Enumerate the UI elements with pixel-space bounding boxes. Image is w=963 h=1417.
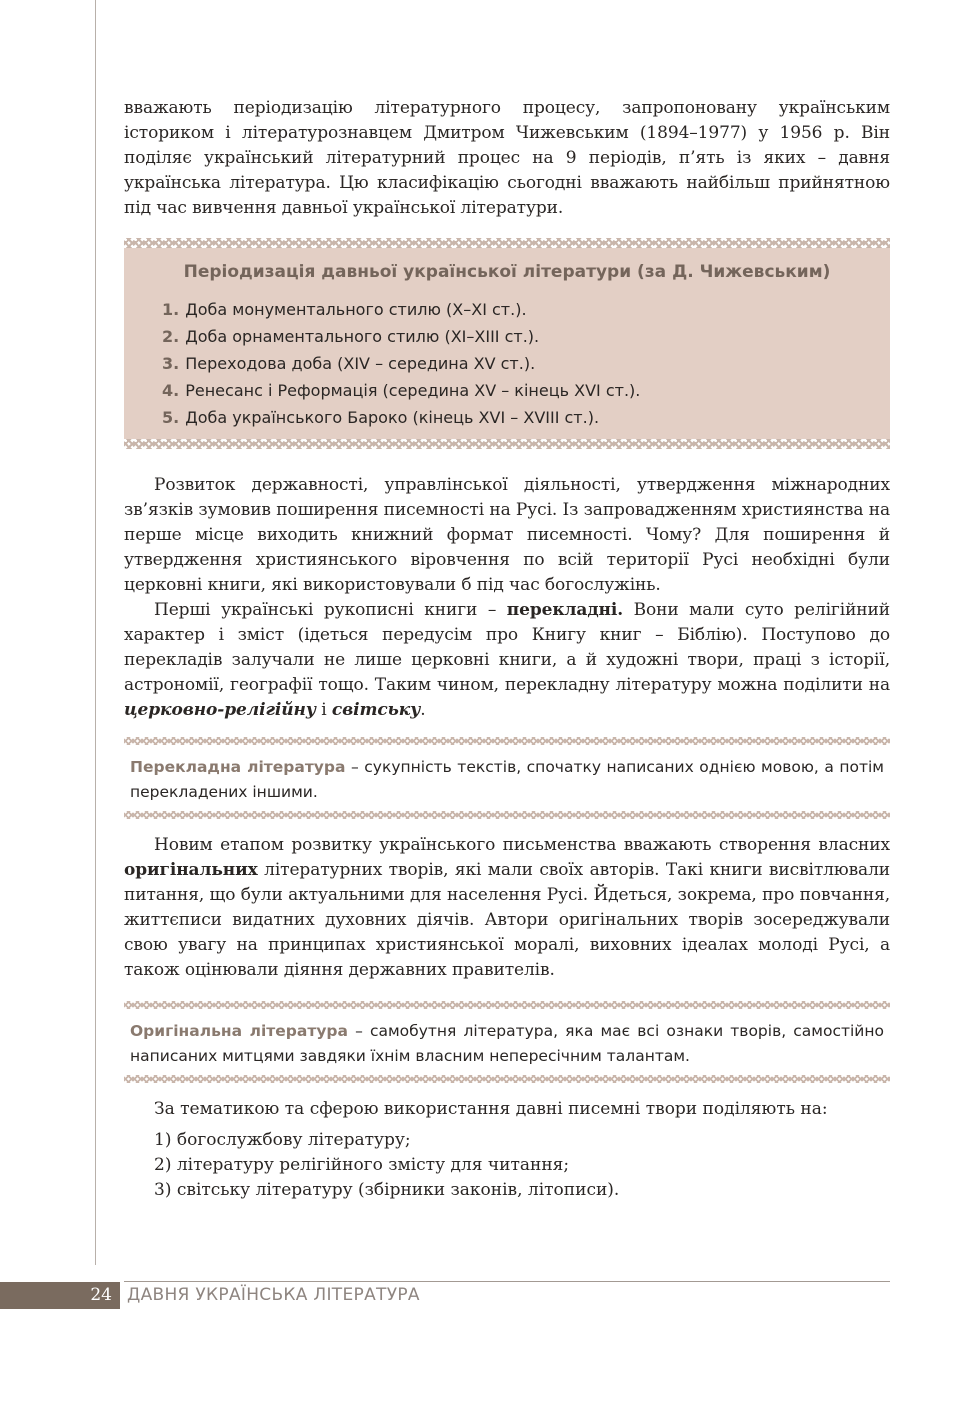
- paragraph-statehood: Розвиток державності, управлінської діяльності, утвердження міжнародних зв’язків зумовив поширення писемності на Русі. Із запровадженням християнства на перше місце виходить книжний формат писемності. Чому? Для поширення й утвердження християнського віровчення по всій території Русі необхідні були церковні книги, які використовували б під час богослужінь.: [124, 475, 890, 595]
- periodization-title: Періодизація давньої української літератури (за Д. Чижевським): [183, 262, 831, 282]
- paragraph-original-works: Новим етапом розвитку українського письменства вважають створення власних оригінальних літературних творів, які мали своїх авторів. Такі книги висвітлювали питання, що були актуальними для населення Русі. Йдеться, зокрема, про повчання, життєписи видатних духовних діячів. Автори оригінальних творів зосереджували свою увагу на принципах християнської моралі, виховних ідеалах молоді Русі, а також оцінювали діяння державних правителів.: [124, 835, 890, 980]
- classification-intro: За тематикою та сферою використання давні писемні твори поділяють на:: [154, 1099, 828, 1119]
- intro-paragraph: вважають періодизацію літературного процесу, запропоновану українським істориком і літературознавцем Дмитром Чижевським (1894–1977) у 1956 р. Він поділяє український літературний процес на 9 періодів, п’ять із яких – давня українська література. Цю класифікацію сьогодні вважають найбільш прийнятною під час вивчення давньої української літератури.: [124, 98, 890, 218]
- ornament-border-bottom: [124, 811, 890, 819]
- classification-block: [124, 1097, 890, 1203]
- periodization-panel: [124, 248, 890, 439]
- definition-original: Оригінальна література – самобутня література, яка має всі ознаки творів, самостійно написаних митцями завдяки їхнім власним непересічним талантам.: [124, 1001, 890, 1083]
- ornament-border-top: [124, 238, 890, 248]
- classification-item: 2) літературу релігійного змісту для читання;: [154, 1155, 570, 1175]
- ornament-border-top: [124, 737, 890, 745]
- paragraph-translated-books: Перші українські рукописні книги – перекладні. Вони мали суто релігійний характер і зміст (ідеться передусім про Книгу книг – Біблію). Поступово до перекладів залучали не лише церковні книги, а й художні твори, праці з історії, астрономії, географії тощо. Таким чином, перекладну літературу можна поділити на церковно-релігійну і світську.: [124, 600, 890, 720]
- ornament-border-bottom: [124, 1075, 890, 1083]
- period-item: 2. Доба орнаментального стилю (ХІ–ХІІІ ст.).: [162, 327, 540, 346]
- ornament-border-bottom: [124, 439, 890, 449]
- page-content: [124, 96, 890, 1203]
- ornament-border-top: [124, 1001, 890, 1009]
- classification-item: 1) богослужбову літературу;: [154, 1130, 411, 1150]
- period-item: 3. Переходова доба (ХIV – середина ХV ст.).: [162, 354, 536, 373]
- margin-rule: [95, 0, 96, 1265]
- period-item: 4. Ренесанс і Реформація (середина ХV – кінець ХVІ ст.).: [162, 381, 641, 400]
- running-title: ДАВНЯ УКРАЇНСЬКА ЛІТЕРАТУРА: [127, 1285, 420, 1305]
- classification-item: 3) світську літературу (збірники законів, літописи).: [154, 1180, 620, 1200]
- definition-term: Оригінальна література: [130, 1022, 348, 1040]
- page-number: 24: [0, 1282, 120, 1309]
- period-item: 1. Доба монументального стилю (Х–ХІ ст.).: [162, 300, 527, 319]
- definition-translated: Перекладна література – сукупність текстів, спочатку написаних однією мовою, а потім перекладених іншими.: [124, 737, 890, 819]
- period-item: 5. Доба українського Бароко (кінець ХVІ – ХVІІІ ст.).: [162, 408, 600, 427]
- definition-term: Перекладна література: [130, 758, 346, 776]
- periodization-box: [124, 238, 890, 449]
- periodization-list: [124, 296, 890, 431]
